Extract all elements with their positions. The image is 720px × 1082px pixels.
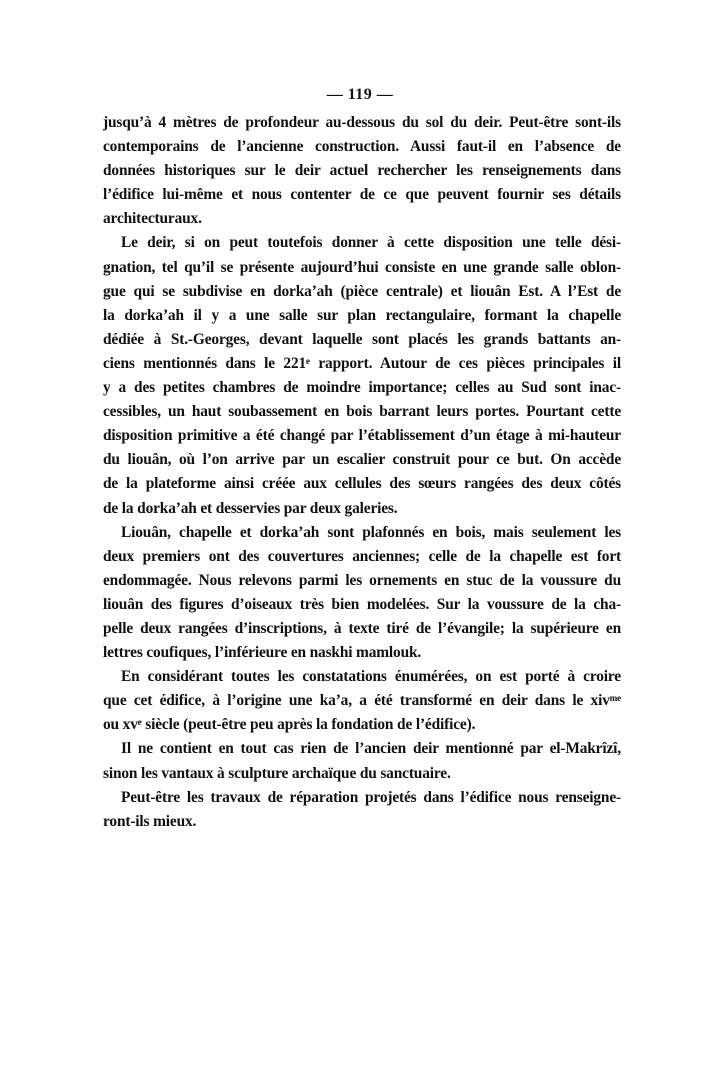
text-line: ou xvᵉ siècle (peut-être peu après la fondation de l’édifice). [103, 716, 476, 734]
text-line: de la dorka’ah et desservies par deux galeries. [103, 499, 398, 517]
text-line: y a des petites chambres de moindre importance; celles au Sud sont inac- [103, 379, 621, 397]
text-line: que cet édifice, à l’origine une ka’a, a été transformé en deir dans le xivᵐᵉ [103, 692, 621, 710]
text-line: architecturaux. [103, 210, 202, 228]
text-line: deux premiers ont des couvertures anciennes; celle de la chapelle est fort [103, 547, 621, 565]
text-line: dédiée à St.-Georges, devant laquelle sont placés les grands battants an- [103, 330, 621, 348]
text-line: la dorka’ah il y a une salle sur plan rectangulaire, formant la chapelle [103, 306, 621, 324]
paragraph [103, 111, 621, 231]
text-line: endommagée. Nous relevons parmi les ornements en stuc de la voussure du [103, 571, 621, 589]
text-line: données historiques sur le deir actuel rechercher les renseignements dans [103, 162, 621, 180]
text-line: lettres coufiques, l’inférieure en naskhi mamlouk. [103, 644, 422, 662]
text-line: gue qui se subdivise en dorka’ah (pièce centrale) et liouân Est. A l’Est de [103, 282, 621, 300]
paragraph [103, 521, 621, 666]
text-line: du liouân, où l’on arrive par un escalier construit pour ce but. On accède [103, 451, 621, 469]
text-line: sinon les vantaux à sculpture archaïque du sanctuaire. [103, 764, 451, 782]
body-text [103, 111, 621, 834]
text-line: ciens mentionnés dans le 221ᵉ rapport. Autour de ces pièces principales il [103, 354, 621, 372]
text-line: l’édifice lui-même et nous contenter de ce que peuvent fournir ses détails [103, 186, 621, 204]
text-line: disposition primitive a été changé par l’établissement d’un étage à mi-hauteur [103, 427, 621, 445]
text-line: Liouân, chapelle et dorka’ah sont plafonnés en bois, mais seulement les [121, 523, 621, 541]
paragraph [103, 786, 621, 834]
text-line: contemporains de l’ancienne construction. Aussi faut-il en l’absence de [103, 138, 621, 156]
page-number: — 119 — [326, 86, 394, 103]
text-line: gnation, tel qu’il se présente aujourd’hui consiste en une grande salle oblon- [103, 258, 621, 276]
text-line: ront-ils mieux. [103, 812, 197, 830]
paragraph [103, 737, 621, 785]
text-line: pelle deux rangées d’inscriptions, à texte tiré de l’évangile; la supérieure en [103, 619, 621, 637]
text-line: Le deir, si on peut toutefois donner à cette disposition une telle dési- [121, 234, 621, 252]
text-line: En considérant toutes les constatations énumérées, on est porté à croire [121, 668, 621, 686]
text-line: de la plateforme ainsi créée aux cellules des sœurs rangées des deux côtés [103, 475, 621, 493]
text-line: Peut-être les travaux de réparation projetés dans l’édifice nous renseigne- [121, 788, 621, 806]
paragraph [103, 231, 621, 520]
text-line: Il ne contient en tout cas rien de l’ancien deir mentionné par el-Makrîzî, [121, 740, 621, 758]
paragraph [103, 665, 621, 737]
text-line: liouân des figures d’oiseaux très bien modelées. Sur la voussure de la cha- [103, 595, 621, 613]
text-line: cessibles, un haut soubassement en bois barrant leurs portes. Pourtant cette [103, 403, 621, 421]
text-line: jusqu’à 4 mètres de profondeur au-dessous du sol du deir. Peut-être sont-ils [103, 114, 621, 131]
